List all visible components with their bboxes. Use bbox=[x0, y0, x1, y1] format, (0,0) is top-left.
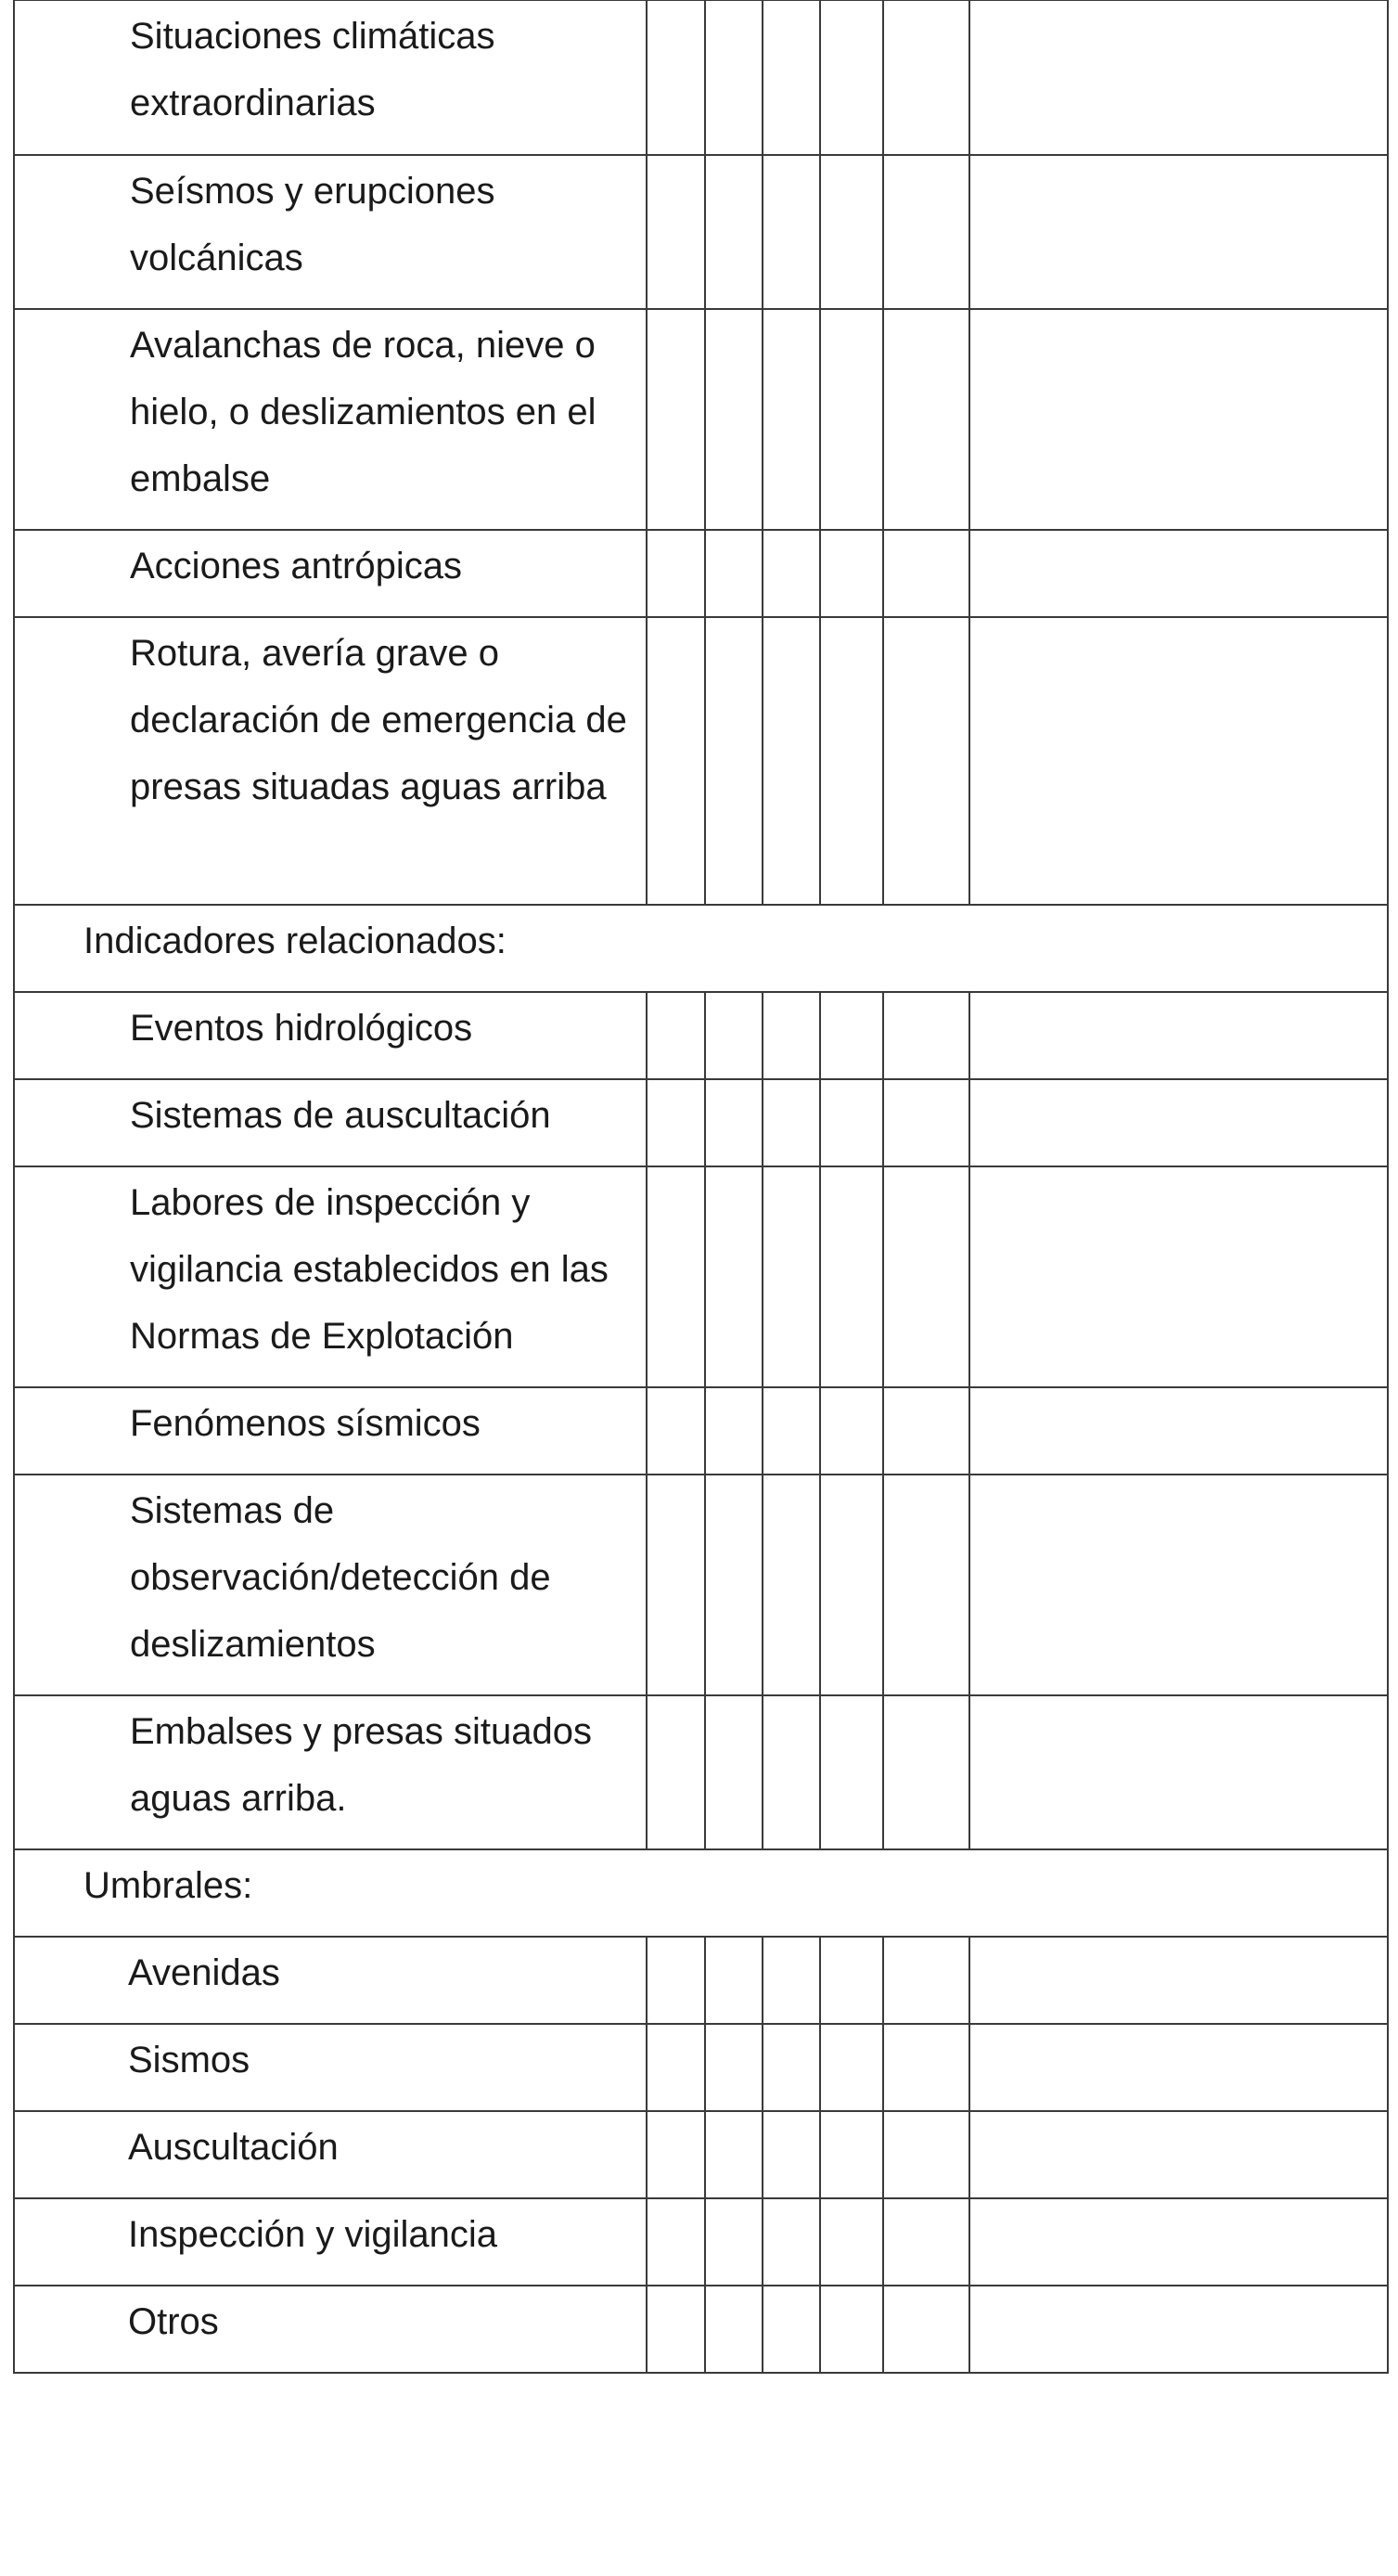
check-cell[interactable] bbox=[883, 2024, 969, 2111]
check-cell[interactable] bbox=[647, 1475, 705, 1695]
table-row bbox=[14, 1387, 1388, 1475]
notes-cell[interactable] bbox=[969, 1695, 1388, 1849]
table-row bbox=[14, 309, 1388, 530]
check-cell[interactable] bbox=[647, 2024, 705, 2111]
check-cell[interactable] bbox=[763, 1937, 820, 2024]
check-cell[interactable] bbox=[763, 617, 820, 905]
check-cell[interactable] bbox=[647, 1387, 705, 1475]
notes-cell[interactable] bbox=[969, 2286, 1388, 2373]
table-row bbox=[14, 1166, 1388, 1387]
check-cell[interactable] bbox=[763, 530, 820, 617]
check-cell[interactable] bbox=[647, 1695, 705, 1849]
notes-cell[interactable] bbox=[969, 1387, 1388, 1475]
checklist-table bbox=[13, 0, 1389, 2374]
check-cell[interactable] bbox=[820, 992, 883, 1079]
row-label: Auscultación bbox=[14, 2111, 647, 2198]
table-row bbox=[14, 2111, 1388, 2198]
table-row bbox=[14, 2024, 1388, 2111]
check-cell[interactable] bbox=[820, 309, 883, 530]
section-heading-indicators: Indicadores relacionados: bbox=[14, 905, 1388, 992]
check-cell[interactable] bbox=[883, 1, 969, 155]
check-cell[interactable] bbox=[647, 2198, 705, 2286]
check-cell[interactable] bbox=[705, 309, 763, 530]
row-label: Situaciones climáticas extraordinarias bbox=[14, 1, 647, 155]
row-label: Sismos bbox=[14, 2024, 647, 2111]
notes-cell[interactable] bbox=[969, 530, 1388, 617]
check-cell[interactable] bbox=[705, 1166, 763, 1387]
notes-cell[interactable] bbox=[969, 2024, 1388, 2111]
check-cell[interactable] bbox=[763, 1079, 820, 1166]
check-cell[interactable] bbox=[647, 2111, 705, 2198]
check-cell[interactable] bbox=[763, 155, 820, 309]
notes-cell[interactable] bbox=[969, 1475, 1388, 1695]
check-cell[interactable] bbox=[763, 1387, 820, 1475]
section-heading-thresholds: Umbrales: bbox=[14, 1849, 1388, 1937]
check-cell[interactable] bbox=[705, 155, 763, 309]
check-cell[interactable] bbox=[820, 2111, 883, 2198]
check-cell[interactable] bbox=[883, 1695, 969, 1849]
check-cell[interactable] bbox=[647, 1166, 705, 1387]
check-cell[interactable] bbox=[763, 1695, 820, 1849]
check-cell[interactable] bbox=[705, 1695, 763, 1849]
notes-cell[interactable] bbox=[969, 1166, 1388, 1387]
check-cell[interactable] bbox=[820, 530, 883, 617]
check-cell[interactable] bbox=[820, 1, 883, 155]
check-cell[interactable] bbox=[820, 1475, 883, 1695]
check-cell[interactable] bbox=[647, 992, 705, 1079]
check-cell[interactable] bbox=[763, 1475, 820, 1695]
row-label: Rotura, avería grave o declaración de emergencia de presas situadas aguas arriba bbox=[14, 617, 647, 905]
check-cell[interactable] bbox=[883, 1166, 969, 1387]
table-row bbox=[14, 617, 1388, 905]
check-cell[interactable] bbox=[763, 1166, 820, 1387]
row-label: Embalses y presas situados aguas arriba. bbox=[14, 1695, 647, 1849]
check-cell[interactable] bbox=[705, 2286, 763, 2373]
notes-cell[interactable] bbox=[969, 2111, 1388, 2198]
table-row bbox=[14, 1475, 1388, 1695]
check-cell[interactable] bbox=[705, 2198, 763, 2286]
table-row bbox=[14, 530, 1388, 617]
check-cell[interactable] bbox=[820, 2286, 883, 2373]
check-cell[interactable] bbox=[647, 1079, 705, 1166]
notes-cell[interactable] bbox=[969, 1937, 1388, 2024]
row-label: Sistemas de observación/detección de deslizamientos bbox=[14, 1475, 647, 1695]
check-cell[interactable] bbox=[705, 1387, 763, 1475]
check-cell[interactable] bbox=[763, 2286, 820, 2373]
check-cell[interactable] bbox=[705, 1937, 763, 2024]
section-header-row bbox=[14, 905, 1388, 992]
check-cell[interactable] bbox=[647, 155, 705, 309]
table-row bbox=[14, 1, 1388, 155]
check-cell[interactable] bbox=[647, 309, 705, 530]
check-cell[interactable] bbox=[883, 617, 969, 905]
check-cell[interactable] bbox=[647, 530, 705, 617]
check-cell[interactable] bbox=[883, 1937, 969, 2024]
table-row bbox=[14, 2198, 1388, 2286]
row-label: Fenómenos sísmicos bbox=[14, 1387, 647, 1475]
check-cell[interactable] bbox=[763, 309, 820, 530]
check-cell[interactable] bbox=[705, 1475, 763, 1695]
check-cell[interactable] bbox=[883, 2111, 969, 2198]
check-cell[interactable] bbox=[763, 992, 820, 1079]
row-label: Sistemas de auscultación bbox=[14, 1079, 647, 1166]
check-cell[interactable] bbox=[883, 530, 969, 617]
row-label: Eventos hidrológicos bbox=[14, 992, 647, 1079]
check-cell[interactable] bbox=[883, 2198, 969, 2286]
section-header-row bbox=[14, 1849, 1388, 1937]
row-label: Acciones antrópicas bbox=[14, 530, 647, 617]
row-label: Labores de inspección y vigilancia establecidos en las Normas de Explotación bbox=[14, 1166, 647, 1387]
check-cell[interactable] bbox=[883, 1475, 969, 1695]
check-cell[interactable] bbox=[763, 2111, 820, 2198]
check-cell[interactable] bbox=[763, 2198, 820, 2286]
check-cell[interactable] bbox=[883, 155, 969, 309]
row-label: Avenidas bbox=[14, 1937, 647, 2024]
notes-cell[interactable] bbox=[969, 992, 1388, 1079]
check-cell[interactable] bbox=[647, 1937, 705, 2024]
check-cell[interactable] bbox=[705, 2111, 763, 2198]
notes-cell[interactable] bbox=[969, 1079, 1388, 1166]
table-row bbox=[14, 2286, 1388, 2373]
table-row bbox=[14, 992, 1388, 1079]
check-cell[interactable] bbox=[883, 992, 969, 1079]
check-cell[interactable] bbox=[820, 2024, 883, 2111]
check-cell[interactable] bbox=[820, 1937, 883, 2024]
table-row bbox=[14, 1695, 1388, 1849]
notes-cell[interactable] bbox=[969, 155, 1388, 309]
check-cell[interactable] bbox=[647, 1, 705, 155]
table-row bbox=[14, 155, 1388, 309]
check-cell[interactable] bbox=[763, 2024, 820, 2111]
check-cell[interactable] bbox=[820, 617, 883, 905]
check-cell[interactable] bbox=[820, 1695, 883, 1849]
check-cell[interactable] bbox=[820, 1079, 883, 1166]
check-cell[interactable] bbox=[705, 2024, 763, 2111]
row-label: Seísmos y erupciones volcánicas bbox=[14, 155, 647, 309]
row-label: Avalanchas de roca, nieve o hielo, o deslizamientos en el embalse bbox=[14, 309, 647, 530]
check-cell[interactable] bbox=[883, 2286, 969, 2373]
check-cell[interactable] bbox=[820, 2198, 883, 2286]
check-cell[interactable] bbox=[763, 1, 820, 155]
check-cell[interactable] bbox=[883, 309, 969, 530]
check-cell[interactable] bbox=[705, 1079, 763, 1166]
check-cell[interactable] bbox=[705, 992, 763, 1079]
check-cell[interactable] bbox=[820, 155, 883, 309]
check-cell[interactable] bbox=[883, 1387, 969, 1475]
table-row bbox=[14, 1079, 1388, 1166]
notes-cell[interactable] bbox=[969, 617, 1388, 905]
check-cell[interactable] bbox=[705, 1, 763, 155]
notes-cell[interactable] bbox=[969, 309, 1388, 530]
notes-cell[interactable] bbox=[969, 2198, 1388, 2286]
check-cell[interactable] bbox=[705, 617, 763, 905]
check-cell[interactable] bbox=[820, 1387, 883, 1475]
check-cell[interactable] bbox=[647, 2286, 705, 2373]
row-label: Inspección y vigilancia bbox=[14, 2198, 647, 2286]
row-label: Otros bbox=[14, 2286, 647, 2373]
check-cell[interactable] bbox=[647, 617, 705, 905]
table-row bbox=[14, 1937, 1388, 2024]
check-cell[interactable] bbox=[705, 530, 763, 617]
check-cell[interactable] bbox=[820, 1166, 883, 1387]
notes-cell[interactable] bbox=[969, 1, 1388, 155]
check-cell[interactable] bbox=[883, 1079, 969, 1166]
